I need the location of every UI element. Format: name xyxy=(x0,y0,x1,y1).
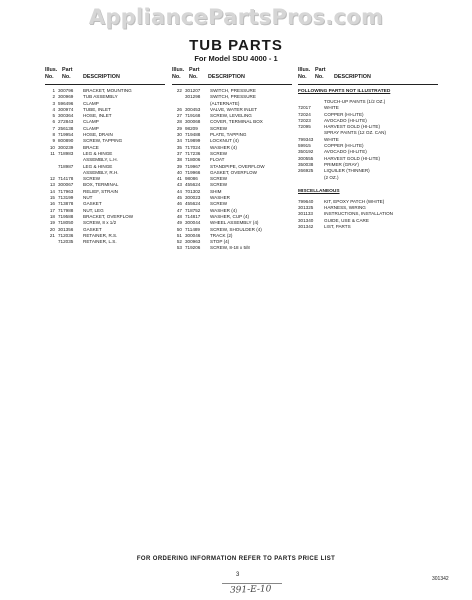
part-number: 718050 xyxy=(58,220,74,226)
part-number: 300969 xyxy=(58,94,74,100)
header-no: No. xyxy=(172,74,181,80)
part-description: TUBE, INLET xyxy=(83,106,111,112)
part-description: HARVEST GOLD (HI-LITE) xyxy=(324,124,380,130)
part-description: ASSEMBLY, R.H. xyxy=(83,169,119,175)
part-description: NUT, LEG xyxy=(83,207,104,213)
part-number: 718006 xyxy=(185,157,201,163)
part-number: 72023 xyxy=(298,117,311,123)
part-description: ASSEMBLY, L.H. xyxy=(83,157,118,163)
part-description: BOX, TERMINAL xyxy=(83,182,119,188)
illus-number: 30 xyxy=(176,132,182,138)
part-description: WHITE xyxy=(324,105,339,111)
illus-number xyxy=(45,239,55,245)
illus-number: 12 xyxy=(49,176,55,182)
illus-number: 51 xyxy=(176,232,182,238)
part-description: SCREW xyxy=(210,125,228,131)
part-description: HOSE, INLET xyxy=(83,113,112,119)
header-illus: Illus. xyxy=(45,67,58,73)
part-number: 301340 xyxy=(298,217,314,223)
part-number: 800890 xyxy=(58,138,74,144)
part-description: (2 OZ.) xyxy=(324,174,339,180)
part-number: 718983 xyxy=(58,150,74,156)
illus-number: 9 xyxy=(52,138,55,144)
column-header xyxy=(298,67,438,85)
illus-number: 53 xyxy=(176,245,182,251)
illus-number: 14 xyxy=(49,188,55,194)
illus-number: 29 xyxy=(176,125,182,131)
not-illustrated-heading: FOLLOWING PARTS NOT ILLUSTRATED xyxy=(298,89,391,94)
part-number: 718987 xyxy=(58,163,74,169)
part-description: BRACKET, MOUNTING xyxy=(83,88,132,93)
part-number: 719488 xyxy=(185,132,201,138)
illus-number: 46 xyxy=(176,201,182,207)
part-number: 300046 xyxy=(185,232,201,238)
part-number: 717024 xyxy=(185,144,201,150)
part-number: 714178 xyxy=(58,176,74,182)
part-number: 272843 xyxy=(58,119,74,125)
illus-number: 6 xyxy=(52,119,55,125)
part-number: 717963 xyxy=(58,188,74,194)
header-part: Part xyxy=(62,67,73,73)
illus-number: 38 xyxy=(176,157,182,163)
part-number: 455624 xyxy=(185,182,201,188)
part-description: GASKET xyxy=(83,226,102,232)
part-description: WASHER (4) xyxy=(210,207,237,213)
part-description: LEG & HINGE xyxy=(83,150,113,156)
misc-heading: MISCELLANEOUS xyxy=(298,188,340,194)
part-description: SCREW, SHOULDER (4) xyxy=(210,226,262,232)
illus-number: 39 xyxy=(176,163,182,169)
illus-number: 13 xyxy=(49,182,55,188)
part-number: 301133 xyxy=(298,211,313,217)
part-description: LIQUILER (THINNER) xyxy=(324,168,370,174)
part-number: 300974 xyxy=(58,106,74,112)
header-no: No. xyxy=(45,74,54,80)
part-number: 717236 xyxy=(185,150,201,156)
part-description: INSTRUCTIONS, INSTALLATION xyxy=(324,211,393,217)
header-description: DESCRIPTION xyxy=(83,74,120,80)
part-number: 300067 xyxy=(58,182,74,188)
part-description: BRACE xyxy=(83,144,99,150)
part-description: GUIDE, USE & CARE xyxy=(324,217,369,223)
page-title: TUB PARTS xyxy=(189,37,283,54)
part-number: 350192 xyxy=(298,149,314,155)
part-description: SWITCH, PRESSURE xyxy=(210,94,256,100)
part-number: 300963 xyxy=(185,239,201,245)
header-illus: Illus. xyxy=(172,67,185,73)
part-description: LIST, PARTS xyxy=(324,224,351,230)
part-description: AVOCADO (HI-LITE) xyxy=(324,117,367,123)
part-number: 300044 xyxy=(185,220,201,226)
illus-number: 17 xyxy=(49,207,55,213)
document-code: 301342 xyxy=(432,576,449,582)
part-description: RETAINER, L.S. xyxy=(83,239,117,245)
illus-number: 49 xyxy=(176,220,182,226)
header-description: DESCRIPTION xyxy=(208,74,245,80)
illus-number: 3 xyxy=(52,100,55,106)
part-number: 301342 xyxy=(298,224,314,230)
part-number: 350038 xyxy=(298,161,314,167)
illus-number: 28 xyxy=(176,119,182,125)
part-number: 719206 xyxy=(185,245,201,251)
part-description: TRACK (2) xyxy=(210,232,233,238)
part-description: COPPER (HI-LITE) xyxy=(324,143,364,149)
ordering-note: FOR ORDERING INFORMATION REFER TO PARTS PRICE LIST xyxy=(136,556,336,562)
part-number: 719168 xyxy=(185,113,201,119)
part-description: HARVEST GOLD (HI-LITE) xyxy=(324,155,380,161)
part-number: 266925 xyxy=(298,168,314,174)
part-number: 719966 xyxy=(185,169,201,175)
part-number: 301298 xyxy=(185,94,201,100)
part-number: 300555 xyxy=(298,155,314,161)
part-number: 711489 xyxy=(185,226,200,232)
part-description: SCREW, 8 x 1/2 xyxy=(83,220,117,226)
part-description: COVER, TERMINAL BOX xyxy=(210,119,263,125)
page-number: 3 xyxy=(236,572,240,578)
illus-number: 19 xyxy=(49,220,55,226)
table-row xyxy=(172,245,292,251)
part-number: 719967 xyxy=(185,163,201,169)
paint-list xyxy=(298,105,438,181)
part-number: 718752 xyxy=(185,207,201,213)
part-number: 712035 xyxy=(58,239,74,245)
part-description: SWITCH, PRESSURE xyxy=(210,88,256,93)
part-description: SCREW, 8-18 x 5/8 xyxy=(210,245,250,251)
part-number: 300239 xyxy=(58,144,74,150)
part-description: GASKET xyxy=(83,201,102,207)
part-description: SCREW, TAPPING xyxy=(83,138,123,144)
illus-number: 1 xyxy=(52,88,55,93)
part-number: 717988 xyxy=(58,207,74,213)
part-description: SCREW, LEVELING xyxy=(210,113,252,119)
part-number: 719588 xyxy=(58,213,74,219)
handwritten-note: 391-E-10 xyxy=(229,584,272,596)
illus-number: 20 xyxy=(49,226,55,232)
part-number: 301325 xyxy=(298,205,314,211)
illus-number: 22 xyxy=(176,88,182,93)
part-description: HOSE, DRAIN xyxy=(83,132,113,138)
illus-number: 37 xyxy=(176,150,182,156)
part-description: SCREW xyxy=(83,176,101,182)
header-no2: No. xyxy=(62,74,71,80)
header-illus: Illus. xyxy=(298,67,311,73)
part-description: WHEEL ASSEMBLY (4) xyxy=(210,220,259,226)
illus-number: 47 xyxy=(176,207,182,213)
illus-number: 43 xyxy=(176,182,182,188)
part-number: 301207 xyxy=(185,88,201,93)
part-description: BRACKET, OVERFLOW xyxy=(83,213,134,219)
illus-number: 10 xyxy=(49,144,55,150)
part-number xyxy=(298,175,324,181)
illus-number: 35 xyxy=(176,144,182,150)
illus-number: 26 xyxy=(176,106,182,112)
illus-number: 8 xyxy=(52,132,55,138)
parts-column-3 xyxy=(298,67,438,230)
illus-number: 50 xyxy=(176,226,182,232)
part-description: SCREW xyxy=(210,176,228,182)
page-subtitle: For Model SDU 4000 - 1 xyxy=(194,54,278,63)
part-number: 98086 xyxy=(185,176,198,182)
illus-number: 44 xyxy=(176,188,182,194)
list-item xyxy=(298,175,438,181)
part-description: COPPER (HI-LITE) xyxy=(324,111,364,117)
illus-number: 18 xyxy=(49,213,55,219)
part-description: TUB ASSEMBLY xyxy=(83,94,118,100)
part-description: PLATE, TAPPING xyxy=(210,132,247,138)
part-number: 301356 xyxy=(58,226,74,232)
illus-number: 48 xyxy=(176,213,182,219)
part-description: (ALTERNATE) xyxy=(210,100,240,106)
table-row xyxy=(45,239,165,245)
part-description: NUT xyxy=(83,195,93,201)
parts-list xyxy=(45,88,165,245)
part-description: LOCKNUT (4) xyxy=(210,138,239,144)
header-part: Part xyxy=(189,67,200,73)
part-description: CLAMP xyxy=(83,100,99,106)
part-number: 300023 xyxy=(185,195,201,201)
illus-number: 40 xyxy=(176,169,182,175)
illus-number: 41 xyxy=(176,176,182,182)
part-description: SCREW xyxy=(210,182,228,188)
part-description: AVOCADO (HI-LITE) xyxy=(324,149,367,155)
illus-number: 34 xyxy=(176,138,182,144)
part-number: 300364 xyxy=(58,113,74,119)
part-description: GASKET, OVERFLOW xyxy=(210,169,257,175)
illus-number: 5 xyxy=(52,113,55,119)
part-description: CLAMP xyxy=(83,125,99,131)
part-description: RETAINER, R.S. xyxy=(83,232,118,238)
part-number: 300796 xyxy=(58,88,74,93)
part-description: STOP (4) xyxy=(210,239,230,245)
divider xyxy=(222,583,282,584)
part-number: 799343 xyxy=(298,136,314,142)
part-number: 701302 xyxy=(185,188,201,194)
part-description: VALVE, WATER INLET xyxy=(210,106,258,112)
parts-column-1 xyxy=(45,67,165,245)
header-no: No. xyxy=(298,74,307,80)
part-number: 712036 xyxy=(58,232,74,238)
part-description: STANDPIPE, OVERFLOW xyxy=(210,163,265,169)
part-description: WHITE xyxy=(324,136,339,142)
part-number: 300068 xyxy=(185,119,201,125)
illus-number: 4 xyxy=(52,106,55,112)
part-description: WASHER, CUP (4) xyxy=(210,213,250,219)
part-description: SHIM xyxy=(210,188,222,194)
illus-number: 27 xyxy=(176,113,182,119)
part-description: WASHER xyxy=(210,195,230,201)
part-description: CLAMP xyxy=(83,119,99,125)
part-number: 596496 xyxy=(58,100,74,106)
part-number: 72017 xyxy=(298,105,311,111)
part-description: WASHER (4) xyxy=(210,144,237,150)
part-number: 799640 xyxy=(298,198,314,204)
illus-number: 2 xyxy=(52,94,55,100)
part-number: 72095 xyxy=(298,124,311,130)
illus-number: 52 xyxy=(176,239,182,245)
header-no2: No. xyxy=(189,74,198,80)
watermark: AppliancePartsPros.com xyxy=(88,5,384,29)
illus-number: 21 xyxy=(49,232,55,238)
parts-list xyxy=(172,88,292,252)
part-description: RELIEF, STRAIN xyxy=(83,188,118,194)
part-number: 713199 xyxy=(58,195,74,201)
part-description: HARNESS, WIRING xyxy=(324,205,366,211)
part-number: 455624 xyxy=(185,201,201,207)
column-header xyxy=(172,67,292,85)
part-description: SCREW xyxy=(210,201,228,207)
illus-number: 11 xyxy=(50,150,55,156)
illus-number: 45 xyxy=(176,195,182,201)
illus-number: 15 xyxy=(49,195,55,201)
part-description: FLOAT xyxy=(210,157,225,163)
touchup-heading: TOUCH-UP PAINTS (1/2 OZ.) xyxy=(324,99,386,104)
part-number: 713878 xyxy=(58,201,74,207)
illus-number: 7 xyxy=(52,125,55,131)
misc-list xyxy=(298,199,438,230)
header-description: DESCRIPTION xyxy=(334,74,371,80)
parts-column-2 xyxy=(172,67,292,252)
part-number: 300453 xyxy=(185,106,201,112)
part-description: KIT, EPOXY PATCH (WHITE) xyxy=(324,198,385,204)
part-number: 714817 xyxy=(185,213,201,219)
part-number: 719954 xyxy=(58,132,74,138)
illus-number: 16 xyxy=(49,201,55,207)
column-header xyxy=(45,67,165,85)
part-number: 719899 xyxy=(185,138,201,144)
part-description: LEG & HINGE xyxy=(83,163,113,169)
part-number: 72024 xyxy=(298,111,311,117)
part-number: 98209 xyxy=(185,125,198,131)
part-description: SPRAY PAINTS (12 OZ. CAN) xyxy=(324,130,387,136)
header-part: Part xyxy=(315,67,326,73)
part-description: SCREW xyxy=(210,150,228,156)
part-number: 256138 xyxy=(58,125,74,131)
part-number: 59915 xyxy=(298,143,311,149)
header-no2: No. xyxy=(315,74,324,80)
part-description: PRIMER (GRAY) xyxy=(324,161,359,167)
list-item xyxy=(298,224,438,230)
